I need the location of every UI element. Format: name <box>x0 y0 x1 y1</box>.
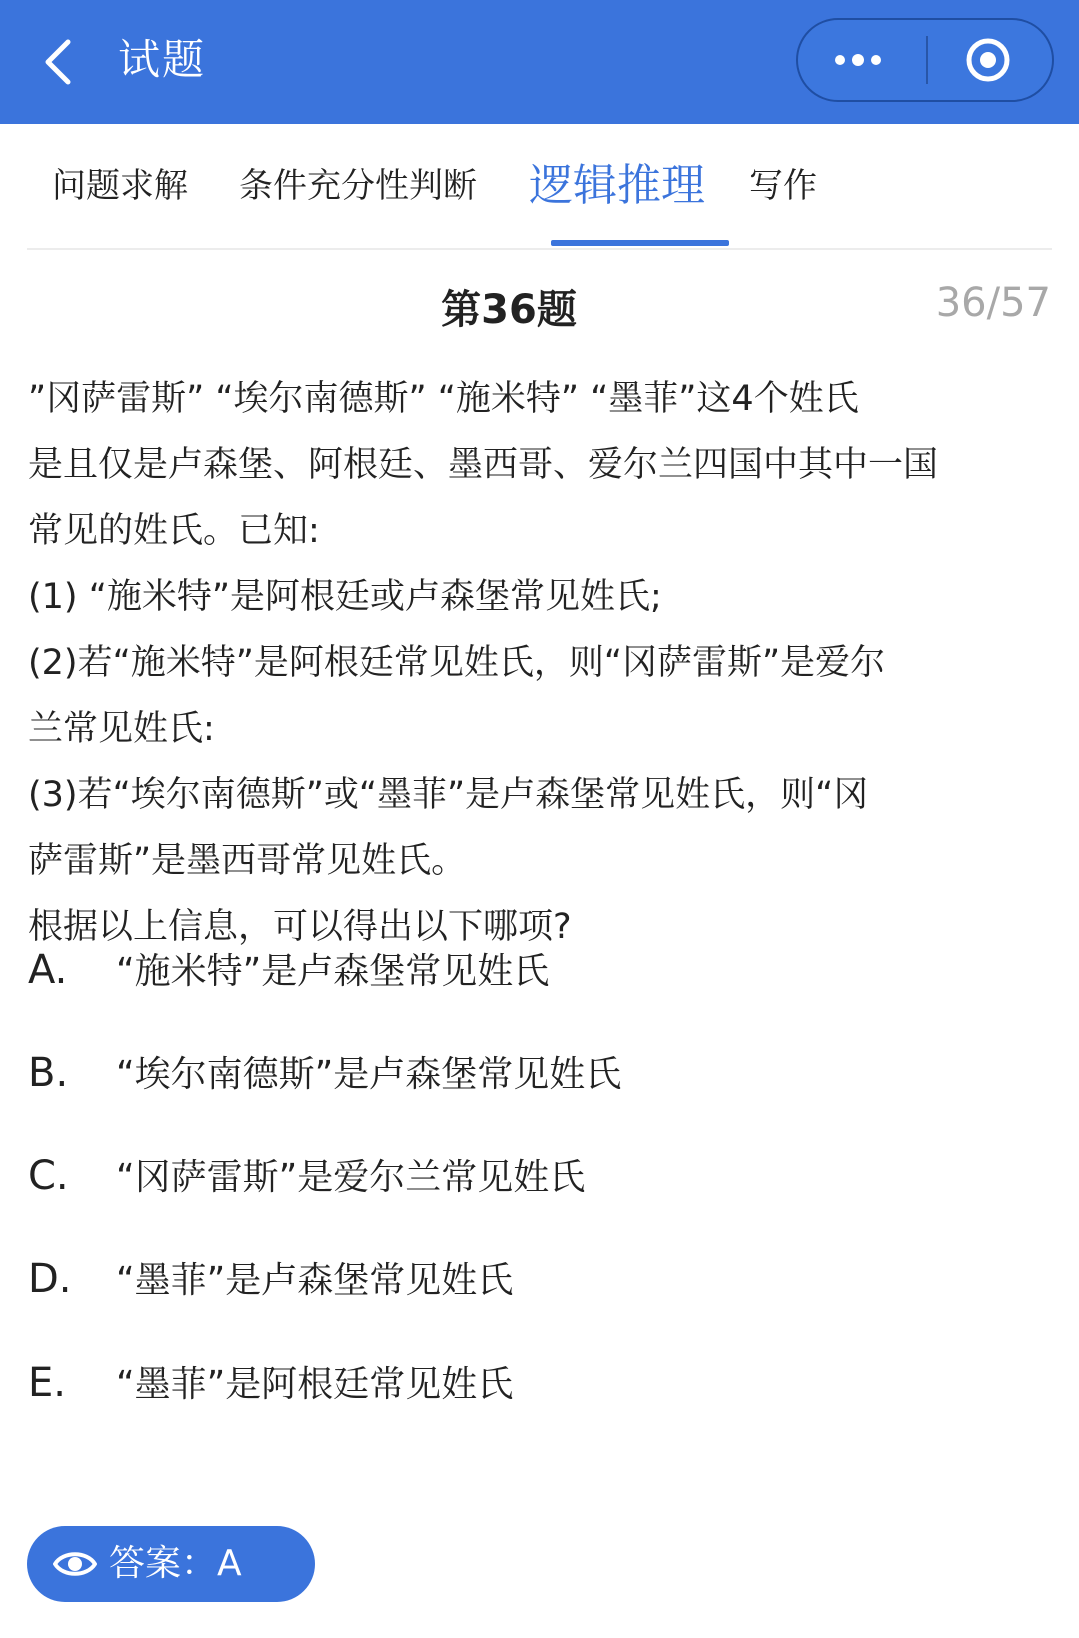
question-line: 兰常见姓氏: <box>28 709 215 749</box>
option-letter: B. <box>28 1050 69 1096</box>
option-c[interactable] <box>28 1141 585 1211</box>
option-letter: D. <box>28 1256 72 1302</box>
category-tabs <box>27 124 1052 250</box>
more-dots-icon <box>798 20 926 100</box>
eye-icon <box>53 1547 97 1581</box>
tab-logical-reasoning[interactable]: 逻辑推理 <box>529 160 705 211</box>
question-line: (2)若“施米特”是阿根廷常见姓氏，则“冈萨雷斯”是爱尔 <box>28 643 886 683</box>
close-miniprogram-button[interactable] <box>928 20 1054 100</box>
option-text: “墨菲”是卢森堡常见姓氏 <box>116 1260 514 1301</box>
option-letter: A. <box>28 947 68 993</box>
question-line: 是且仅是卢森堡、阿根廷、墨西哥、爱尔兰四国中其中一国 <box>28 445 939 485</box>
show-answer-button[interactable] <box>27 1526 315 1602</box>
active-tab-indicator <box>551 240 729 246</box>
option-text: “冈萨雷斯”是爱尔兰常见姓氏 <box>116 1157 586 1198</box>
back-button[interactable] <box>36 34 84 90</box>
question-line: 萨雷斯”是墨西哥常见姓氏。 <box>28 841 467 881</box>
option-text: “施米特”是卢森堡常见姓氏 <box>116 951 550 992</box>
tab-data-sufficiency[interactable]: 条件充分性判断 <box>239 166 477 206</box>
question-progress: 36/57 <box>935 280 1051 326</box>
question-line: ”冈萨雷斯” “埃尔南德斯” “施米特” “墨菲”这4个姓氏 <box>28 379 859 419</box>
question-stem <box>28 366 1053 960</box>
question-line: 根据以上信息，可以得出以下哪项? <box>28 907 572 947</box>
option-letter: C. <box>28 1153 69 1199</box>
option-e[interactable] <box>28 1348 513 1418</box>
option-letter: E. <box>28 1360 66 1406</box>
option-b[interactable] <box>28 1038 621 1108</box>
target-circle-icon <box>928 20 1054 100</box>
option-text: “埃尔南德斯”是卢森堡常见姓氏 <box>116 1054 622 1095</box>
option-a[interactable] <box>28 935 549 1005</box>
navigation-bar <box>0 0 1079 124</box>
tab-problem-solving[interactable]: 问题求解 <box>52 166 188 206</box>
option-text: “墨菲”是阿根廷常见姓氏 <box>116 1364 514 1405</box>
question-line: 常见的姓氏。已知: <box>28 511 320 551</box>
mini-program-capsule <box>796 18 1054 102</box>
option-d[interactable] <box>28 1244 513 1314</box>
chevron-left-icon <box>36 34 84 90</box>
question-line: (1) “施米特”是阿根廷或卢森堡常见姓氏; <box>28 577 662 617</box>
page-title: 试题 <box>118 35 207 84</box>
question-number: 第36题 <box>441 287 577 333</box>
more-button[interactable] <box>798 20 926 100</box>
question-line: (3)若“埃尔南德斯”或“墨菲”是卢森堡常见姓氏，则“冈 <box>28 775 869 815</box>
answer-label: 答案：A <box>109 1543 242 1584</box>
tab-writing[interactable]: 写作 <box>749 166 817 206</box>
